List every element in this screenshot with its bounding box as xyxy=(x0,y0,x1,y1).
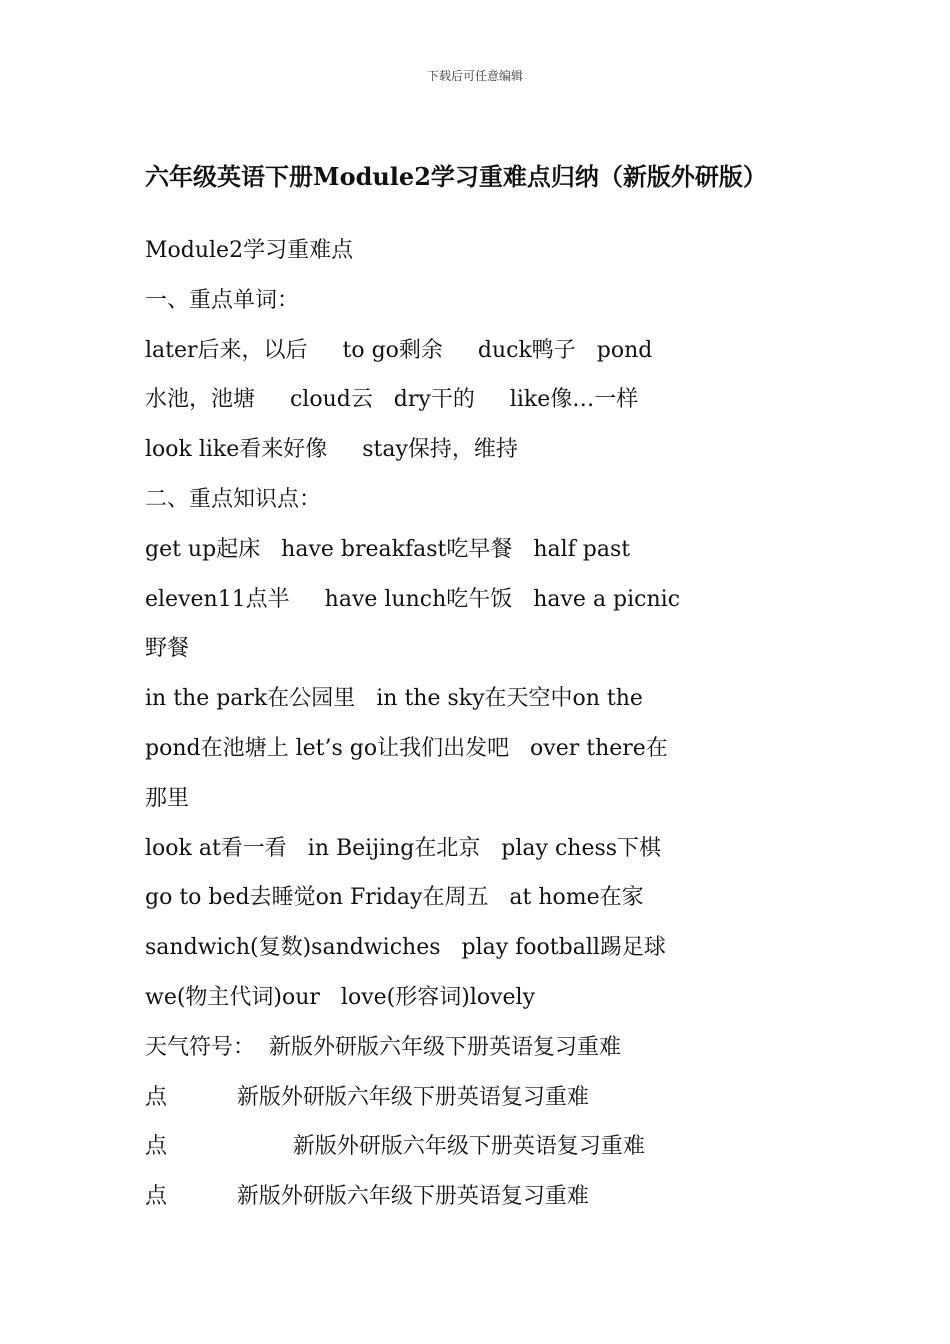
document-title: 六年级英语下册Module2学习重难点归纳（新版外研版） xyxy=(145,162,767,191)
vocab-line: 水池，池塘 cloud云 dry干的 like像…一样 xyxy=(145,387,639,413)
vocab-line: look like看来好像 stay保持，维持 xyxy=(145,437,518,463)
phrase-line: pond在池塘上 let’s go让我们出发吧 over there在 xyxy=(145,735,668,761)
phrase-line: eleven11点半 have lunch吃午饭 have a picnic xyxy=(145,586,681,612)
weather-symbols-line: 点 新版外研版六年级下册英语复习重难 xyxy=(145,1084,589,1110)
phrase-line: get up起床 have breakfast吃早餐 half past xyxy=(145,536,631,562)
weather-symbols-line: 天气符号： 新版外研版六年级下册英语复习重难 xyxy=(145,1034,621,1060)
vocab-line: later后来，以后 to go剩余 duck鸭子 pond xyxy=(145,337,653,363)
phrase-line: in the park在公园里 in the sky在天空中on the xyxy=(145,686,643,712)
phrase-line: 野餐 xyxy=(145,636,190,662)
phrase-line: go to bed去睡觉on Friday在周五 at home在家 xyxy=(145,885,644,911)
subheading-key-words: 一、重点单词： xyxy=(145,287,300,313)
weather-symbols-line: 点 新版外研版六年级下册英语复习重难 xyxy=(145,1134,645,1160)
subheading-key-points: 二、重点知识点： xyxy=(145,486,322,512)
section-heading: Module2学习重难点 xyxy=(145,238,354,263)
weather-symbols-line: 点 新版外研版六年级下册英语复习重难 xyxy=(145,1184,589,1210)
document-body xyxy=(145,233,825,1229)
page-header: 下载后可任意编辑 xyxy=(426,69,523,83)
phrase-line: we(物主代词)our love(形容词)lovely xyxy=(145,984,536,1010)
phrase-line: look at看一看 in Beijing在北京 play chess下棋 xyxy=(145,835,662,861)
phrase-line: 那里 xyxy=(145,785,190,811)
phrase-line: sandwich(复数)sandwiches play football踢足球 xyxy=(145,935,666,961)
